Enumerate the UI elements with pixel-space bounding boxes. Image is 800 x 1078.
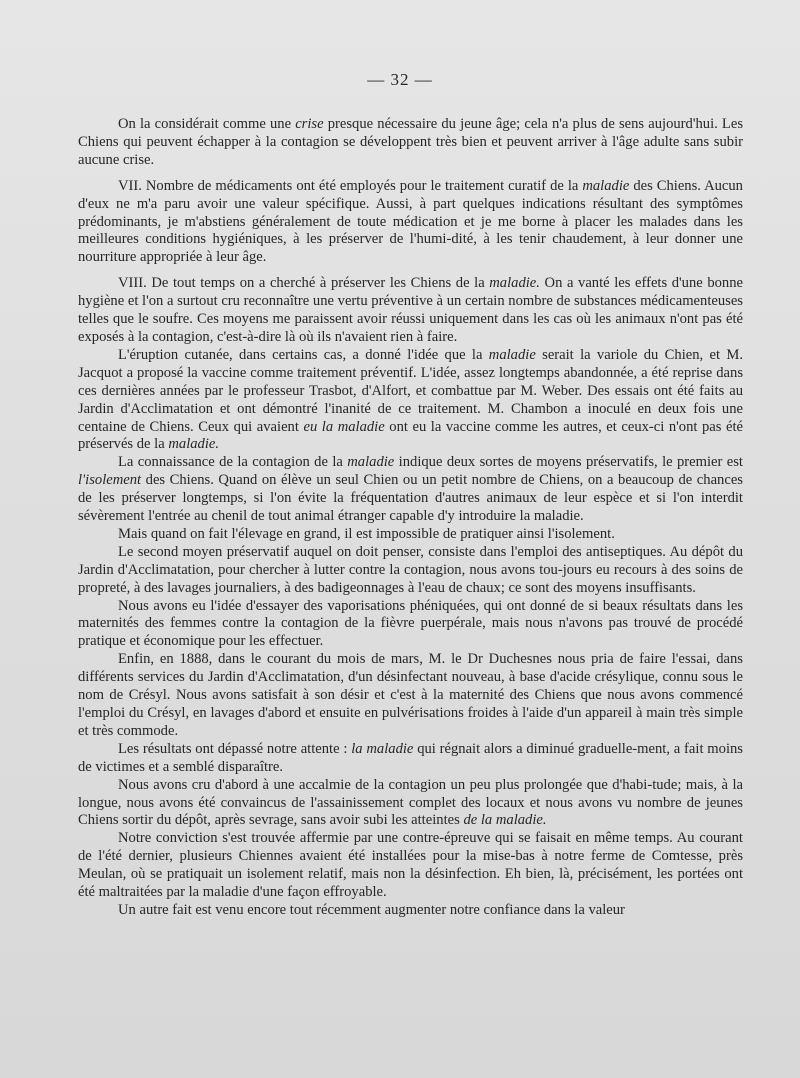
paragraph: [78, 830, 743, 902]
paragraph: [78, 651, 743, 741]
text-run: ont eu la vaccine comme les autres, et ceux-ci n'ont pas été préservés de la: [78, 418, 743, 453]
italic-text: crise: [295, 116, 324, 132]
text-run: serait la variole du Chien, et M. Jacquot a proposé la vaccine comme traitement préventif. L'idée, assez longtemps abandonnée, a été reprise dans ces dernières années par le professeur Trasbot, d'Alfort, et combattue par M. Weber. Des essais ont été faits au Jardin d'Acclimatation et ont démontré l'inanité de ce traitement. M. Chambon a inoculé en deux fois une centaine de Chiens. Ceux qui avaient: [78, 346, 743, 435]
page-number: — 32 —: [367, 70, 433, 89]
body-text: [78, 116, 743, 920]
text-run: Le second moyen préservatif auquel on doit penser, consiste dans l'emploi des antiseptiques. Au dépôt du Jardin d'Acclimatation, pour chercher à lutter contre la contagion, nous avons tou-jours eu recours à des soins de propreté, à des lavages journaliers, à des badigeonnages à l'eau de chaux; ce sont des moyens insuffisants.: [78, 543, 743, 596]
text-run: Notre conviction s'est trouvée affermie par une contre-épreuve qui se faisait en même temps. Au courant de l'été dernier, plusieurs Chiennes avaient été installées pour la mise-bas à notre ferme de Comtesse, près Meulan, où se pratiquait un isolement relatif, mais non la désinfection. Eh bien, là, précisément, les portées ont été maltraitées par la maladie d'une façon effroyable.: [78, 830, 743, 901]
italic-text: maladie: [488, 346, 536, 363]
text-run: VIII. De tout temps on a cherché à préserver les Chiens de la: [118, 275, 490, 292]
text-run: On la considérait comme une: [118, 116, 296, 132]
italic-text: maladie.: [489, 275, 540, 292]
text-run: des Chiens. Quand on élève un seul Chien ou un petit nombre de Chiens, on a beaucoup de chances de les préserver longtemps, si l'on évite la fréquentation d'autres animaux de leur espèce et si l'on interdit sévèrement l'entrée au chenil de tout animal étranger capable d'y introduire la maladie.: [78, 472, 743, 525]
paragraph: [78, 526, 743, 544]
italic-text: l'isolement: [78, 472, 142, 489]
italic-text: eu la maladie: [303, 418, 385, 435]
italic-text: la maladie: [351, 740, 414, 757]
italic-text: maladie.: [168, 436, 220, 453]
paragraph: [78, 178, 743, 268]
paragraph: [78, 347, 743, 454]
text-run: Nous avons eu l'idée d'essayer des vaporisations phéniquées, qui ont donné de si beaux résultats dans les maternités des femmes contre la contagion de la fièvre puerpérale, mais nous n'avons pas trouvé de procédé pratique et économique pour les effectuer.: [78, 597, 743, 650]
paragraph: [78, 741, 743, 777]
paragraph: [78, 275, 743, 347]
text-run: indique deux sortes de moyens préservatifs, le premier est: [394, 454, 743, 471]
paragraph: [78, 598, 743, 652]
text-run: Mais quand on fait l'élevage en grand, il est impossible de pratiquer ainsi l'isolement.: [118, 525, 615, 542]
text-run: des Chiens. Aucun d'eux ne m'a paru avoir une valeur spécifique. Aussi, à part quelques indications résultant des symptômes prédominants, je m'abstiens généralement de toute médication et je me borne à placer les malades dans les meilleures conditions hygiéniques, à les préserver de l'humi-dité, à les tenir chaudement, à leur donner une nourriture appropriée à leur âge.: [78, 177, 743, 266]
text-run: qui régnait alors a diminué graduelle-ment, a fait moins de victimes et a semblé disparaître.: [78, 740, 743, 775]
italic-text: de la maladie.: [463, 812, 547, 829]
paragraph: [78, 902, 743, 920]
paragraph: [78, 116, 743, 170]
text-run: La connaissance de la contagion de la: [118, 454, 348, 471]
text-run: L'éruption cutanée, dans certains cas, a donné l'idée que la: [118, 346, 489, 363]
text-run: Un autre fait est venu encore tout récemment augmenter notre confiance dans la valeur: [118, 901, 625, 918]
text-run: Nous avons cru d'abord à une accalmie de la contagion un peu plus prolongée que d'habi-tude; mais, à la longue, nous avons été convaincus de l'assainissement complet des locaux et nous avons vu nombre de jeunes Chiens sortir du dépôt, après sevrage, sans avoir subi les atteintes: [78, 776, 743, 829]
paragraph: [78, 544, 743, 598]
text-run: VII. Nombre de médicaments ont été employés pour le traitement curatif de la: [118, 177, 583, 194]
text-run: Enfin, en 1888, dans le courant du mois de mars, M. le Dr Duchesnes nous pria de faire l'essai, dans différents services du Jardin d'Acclimatation, d'un désinfectant nouveau, à base d'acide crésylique, connu sous le nom de Crésyl. Nous avons satisfait à son désir et c'est à la maternité des Chiens que nous avons commencé l'emploi du Crésyl, en lavages d'abord et ensuite en pulvérisations froides à l'aide d'un appareil à main très simple et très commode.: [78, 651, 743, 739]
text-run: presque nécessaire du jeune âge; cela n'a plus de sens aujourd'hui. Les Chiens qui peuvent échapper à la contagion se développent très bien et peuvent arriver à l'âge adulte sans subir aucune crise.: [78, 116, 743, 168]
paragraph: [78, 777, 743, 831]
paragraph: [78, 454, 743, 526]
text-run: Les résultats ont dépassé notre attente :: [118, 740, 352, 757]
text-run: On a vanté les effets d'une bonne hygiène et l'on a surtout cru reconnaître une vertu préventive à un certain nombre de substances médicamenteuses telles que le soufre. Ces moyens me paraissent avoir réussi uniquement dans les cas où les animaux n'ont pas été exposés à la contagion, c'est-à-dire là où ils n'avaient rien à faire.: [78, 275, 743, 345]
italic-text: maladie: [582, 177, 630, 194]
italic-text: maladie: [347, 454, 395, 471]
